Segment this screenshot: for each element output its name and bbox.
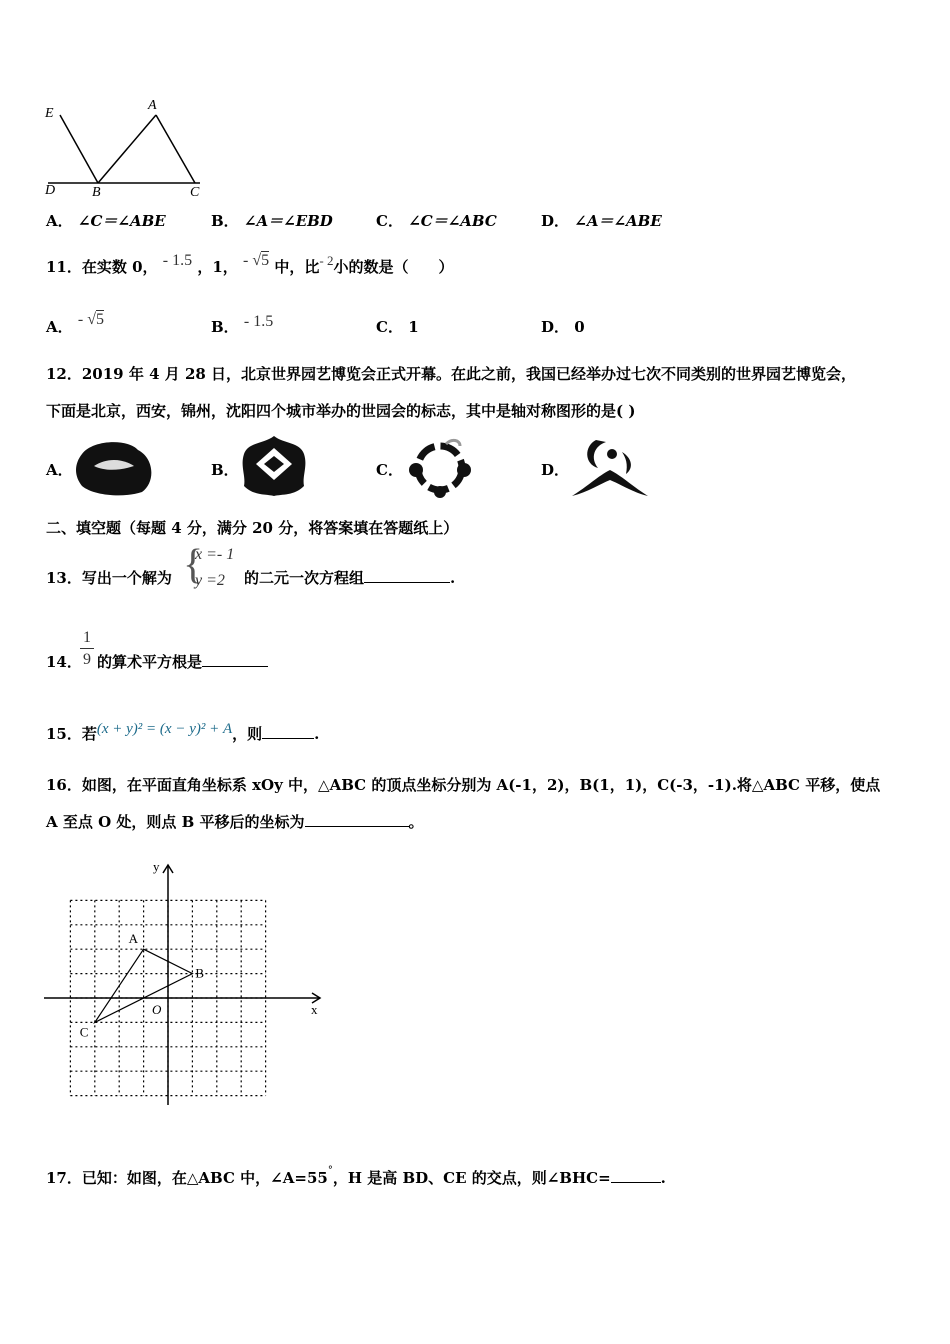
q11-value-neg-1-5: - 1.5 [162,252,193,269]
question-16-line-2: A 至点 O 处，则点 B 平移后的坐标为 。 [46,813,424,831]
q11-option-b: B． - 1.5 [211,313,274,336]
logo-shenyang [566,434,652,500]
label-c: C [190,185,200,200]
q12-option-b-letter: B． [211,461,239,479]
q17-answer-blank[interactable] [611,1168,661,1183]
section-2-heading: 二、填空题（每题 4 分，满分 20 分，将答案填在答题纸上） [46,519,459,537]
y-axis-label: y [153,859,160,874]
q12-option-a-letter: A． [46,461,73,479]
question-11 [46,252,454,278]
option-text: ∠A＝∠EBD [243,212,333,230]
fraction-denominator: 9 [83,651,91,668]
q15-expression: (x + y)² = (x − y)² + A [96,721,233,737]
label-d: D [45,183,56,198]
brace-icon: { [183,542,204,588]
figure-angle-diagram [40,95,220,205]
q13-system [183,544,241,594]
q16-answer-blank[interactable] [305,812,409,827]
point-a-label: A [128,931,138,947]
question-12-line-2: 下面是北京，西安，锦州，沈阳四个城市举办的世园会的标志，其中是轴对称图形的是( ) [46,402,636,420]
q10-option-a [46,211,166,231]
q13-suffix: 的二元一次方程组 [244,569,365,587]
q12-option-d-letter: D． [541,461,570,479]
q11-suffix: 小的数是（ ） [333,258,454,276]
point-b-label: B [195,965,205,981]
logo-jinzhou [402,436,478,500]
q10-option-c [376,211,497,231]
question-16-line-1: 16．如图，在平面直角坐标系 xOy 中，△ABC 的顶点坐标分别为 A(-1，2)，B(1，1)，C(-3，-1).将△ABC 平移，使点 [46,776,881,794]
question-17: 17．已知：如图，在△ABC 中，∠A=55°，H 是高 BD、CE 的交点，则∠BHC= . [46,1165,666,1187]
coordinate-grid-figure [40,855,330,1110]
option-text: ∠A＝∠ABE [574,212,662,230]
label-e: E [45,106,54,121]
q12-option-c-letter: C． [376,461,403,479]
logo-xian [238,434,310,498]
question-15: 15．若(x + y)² = (x − y)² + A，则 . [46,721,320,743]
point-c-label: C [79,1024,89,1040]
q13-answer-blank[interactable] [364,568,450,583]
q11-sep: ，1， [197,258,238,276]
q10-option-b [211,211,333,231]
q10-option-d [541,211,662,231]
option-text: ∠C＝∠ABC [408,212,497,230]
question-13 [46,568,172,588]
option-text: ∠C＝∠ABE [77,212,166,230]
question-14-tail: 的算术平方根是 [97,652,268,672]
q11-option-a: A． - √5 [46,311,104,336]
option-letter: D． [541,212,570,230]
q13-eq2: y =2 [195,572,225,589]
fraction-numerator: 1 [80,628,94,649]
x-axis-label: x [311,1002,318,1017]
q11-mid: 中，比 [274,258,320,276]
q13-eq1: x =- 1 [195,546,235,563]
logo-beijing [72,436,157,498]
question-12-line-1: 12．2019 年 4 月 28 日，北京世界园艺博览会正式开幕。在此之前，我国已经举办过七次不同类别的世界园艺博览会， [46,365,857,383]
q11-value-neg-2: - 2 [319,253,334,268]
q14-fraction [80,628,94,671]
option-letter: B． [211,212,239,230]
label-b: B [92,185,101,200]
question-14-prefix: 14． [46,653,82,671]
q11-option-d: D． 0 [541,318,585,336]
origin-label: O [152,1002,162,1017]
q11-option-c: C． 1 [376,318,419,336]
q14-answer-blank[interactable] [202,652,268,667]
q15-answer-blank[interactable] [262,724,314,739]
q13-prefix: 13．写出一个解为 [46,569,172,587]
option-letter: C． [376,212,403,230]
label-a: A [148,98,157,113]
option-letter: A． [46,212,73,230]
q11-prefix: 11．在实数 0， [46,258,158,276]
q11-value-neg-sqrt5: - √5 [243,252,270,269]
question-13-tail: 的二元一次方程组 . [244,569,456,587]
